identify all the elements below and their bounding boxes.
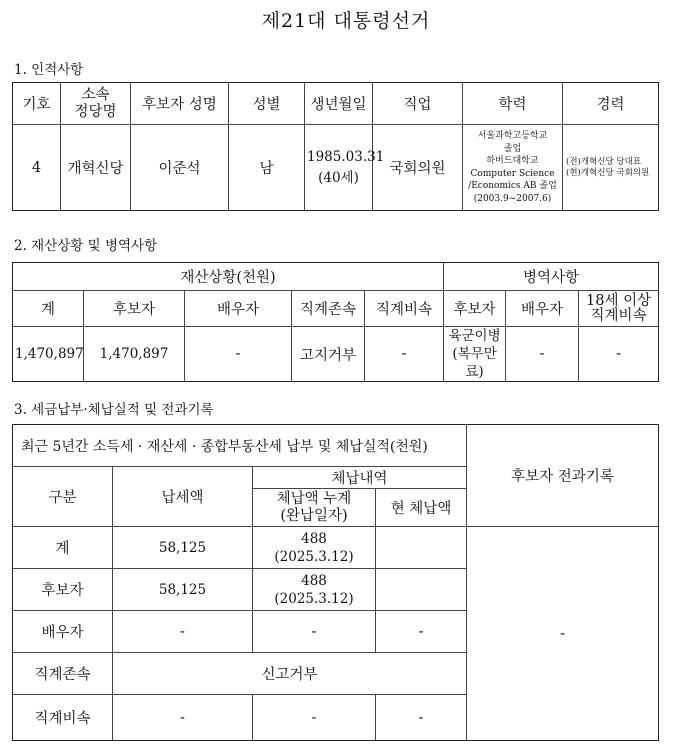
- row-cumulative: [253, 569, 376, 611]
- col-descendant: 직계비속: [365, 291, 444, 327]
- col-arrears: 체납내역: [253, 467, 467, 489]
- value-descendant: -: [365, 327, 444, 382]
- row-label: 후보자: [13, 569, 113, 611]
- descendant-label: 직계비속: [13, 695, 113, 741]
- header-job: 직업: [373, 83, 463, 125]
- row-cumulative-line2: (2025.3.12): [274, 548, 354, 565]
- row-cumulative: [253, 527, 376, 569]
- row-cumulative: -: [253, 611, 376, 653]
- property-header: 재산상황(천원): [13, 263, 444, 291]
- candidate-education: [463, 125, 563, 211]
- header-name: 후보자 성명: [131, 83, 229, 125]
- col-spouse: 배우자: [185, 291, 292, 327]
- tax-record-table: [12, 424, 659, 741]
- military-header: 병역사항: [444, 263, 659, 291]
- section1-heading: 1. 인적사항: [14, 62, 84, 78]
- col-ascendant: 직계존속: [292, 291, 365, 327]
- education-line: 하버드대학교: [486, 156, 539, 166]
- section3-heading: 3. 세금납부·체납실적 및 전과기록: [14, 402, 214, 418]
- header-birth: 생년월일: [305, 83, 373, 125]
- header-gender: 성별: [229, 83, 305, 125]
- col-total: 계: [13, 291, 84, 327]
- header-party-line1: 소속: [81, 86, 110, 103]
- header-career: 경력: [563, 83, 659, 125]
- col-category: 구분: [13, 467, 113, 527]
- candidate-birth: [305, 125, 385, 211]
- career-line: (현)개혁신당 국회의원: [566, 167, 650, 178]
- col-mil-candidate: 후보자: [444, 291, 506, 327]
- birth-date: 1985.03.31: [307, 148, 385, 165]
- page-title: 제21대 대통령선거: [261, 10, 431, 32]
- candidate-number: 4: [13, 125, 61, 211]
- row-paid: 58,125: [113, 527, 253, 569]
- row-paid: -: [113, 611, 253, 653]
- candidate-party: 개혁신당: [61, 125, 131, 211]
- value-spouse: -: [185, 327, 292, 382]
- col-cumulative: [253, 489, 376, 527]
- col-mil-spouse: 배우자: [506, 291, 579, 327]
- value-total: 1,470,897: [13, 327, 84, 382]
- ascendant-value: 신고거부: [113, 653, 467, 695]
- row-cumulative-line2: (2025.3.12): [274, 590, 354, 607]
- col-mil-descendant: [579, 291, 659, 327]
- mil-candidate-line2: (복무만료): [452, 346, 497, 380]
- col-cumulative-line2: (완납일자): [280, 507, 348, 524]
- education-line: 졸업: [503, 143, 522, 154]
- value-candidate: 1,470,897: [84, 327, 185, 382]
- row-cumulative-line1: 488: [301, 530, 327, 547]
- col-mil-descendant-line1: 18세 이상: [586, 292, 652, 309]
- birth-age: (40세): [318, 169, 359, 186]
- descendant-current: -: [376, 695, 467, 741]
- education-line: /Economics AB 졸업: [468, 181, 557, 191]
- header-number: 기호: [13, 83, 61, 125]
- row-current: [376, 527, 467, 569]
- property-military-table: [12, 262, 659, 382]
- value-mil-candidate: [444, 327, 506, 382]
- row-label: 계: [13, 527, 113, 569]
- personal-info-table: [12, 82, 659, 211]
- row-label: 배우자: [13, 611, 113, 653]
- candidate-gender: 남: [229, 125, 305, 211]
- header-party-line2: 정당명: [74, 103, 117, 120]
- row-cumulative-line1: 488: [301, 572, 327, 589]
- row-current: [376, 569, 467, 611]
- record-header: 후보자 전과기록: [467, 425, 659, 527]
- col-candidate: 후보자: [84, 291, 185, 327]
- candidate-job: 국회의원: [373, 125, 463, 211]
- ascendant-label: 직계존속: [13, 653, 113, 695]
- mil-candidate-line1: 육군이병: [448, 328, 501, 344]
- col-mil-descendant-line2: 직계비속: [590, 307, 647, 324]
- candidate-name: 이준석: [131, 125, 229, 211]
- header-party: [61, 83, 131, 125]
- descendant-paid: -: [113, 695, 253, 741]
- col-paid: 납세액: [113, 467, 253, 527]
- education-line: Computer Science: [470, 168, 555, 179]
- career-line: (전)개혁신당 당대표: [566, 156, 642, 167]
- section2-heading: 2. 재산상황 및 병역사항: [14, 238, 158, 254]
- education-line: 서울과학고등학교: [477, 131, 548, 141]
- tax-header: 최근 5년간 소득세 · 재산세 · 종합부동산세 납부 및 체납실적(천원): [13, 425, 467, 467]
- descendant-cumulative: -: [253, 695, 376, 741]
- row-current: -: [376, 611, 467, 653]
- candidate-career: [563, 125, 659, 211]
- education-line: (2003.9~2007.6): [473, 193, 552, 204]
- value-ascendant: 고지거부: [292, 327, 365, 382]
- criminal-record-value: -: [467, 527, 659, 741]
- row-paid: 58,125: [113, 569, 253, 611]
- col-current: 현 체납액: [376, 489, 467, 527]
- value-mil-spouse: -: [506, 327, 579, 382]
- value-mil-descendant: -: [579, 327, 659, 382]
- header-education: 학력: [463, 83, 563, 125]
- col-cumulative-line1: 체납액 누계: [276, 490, 352, 507]
